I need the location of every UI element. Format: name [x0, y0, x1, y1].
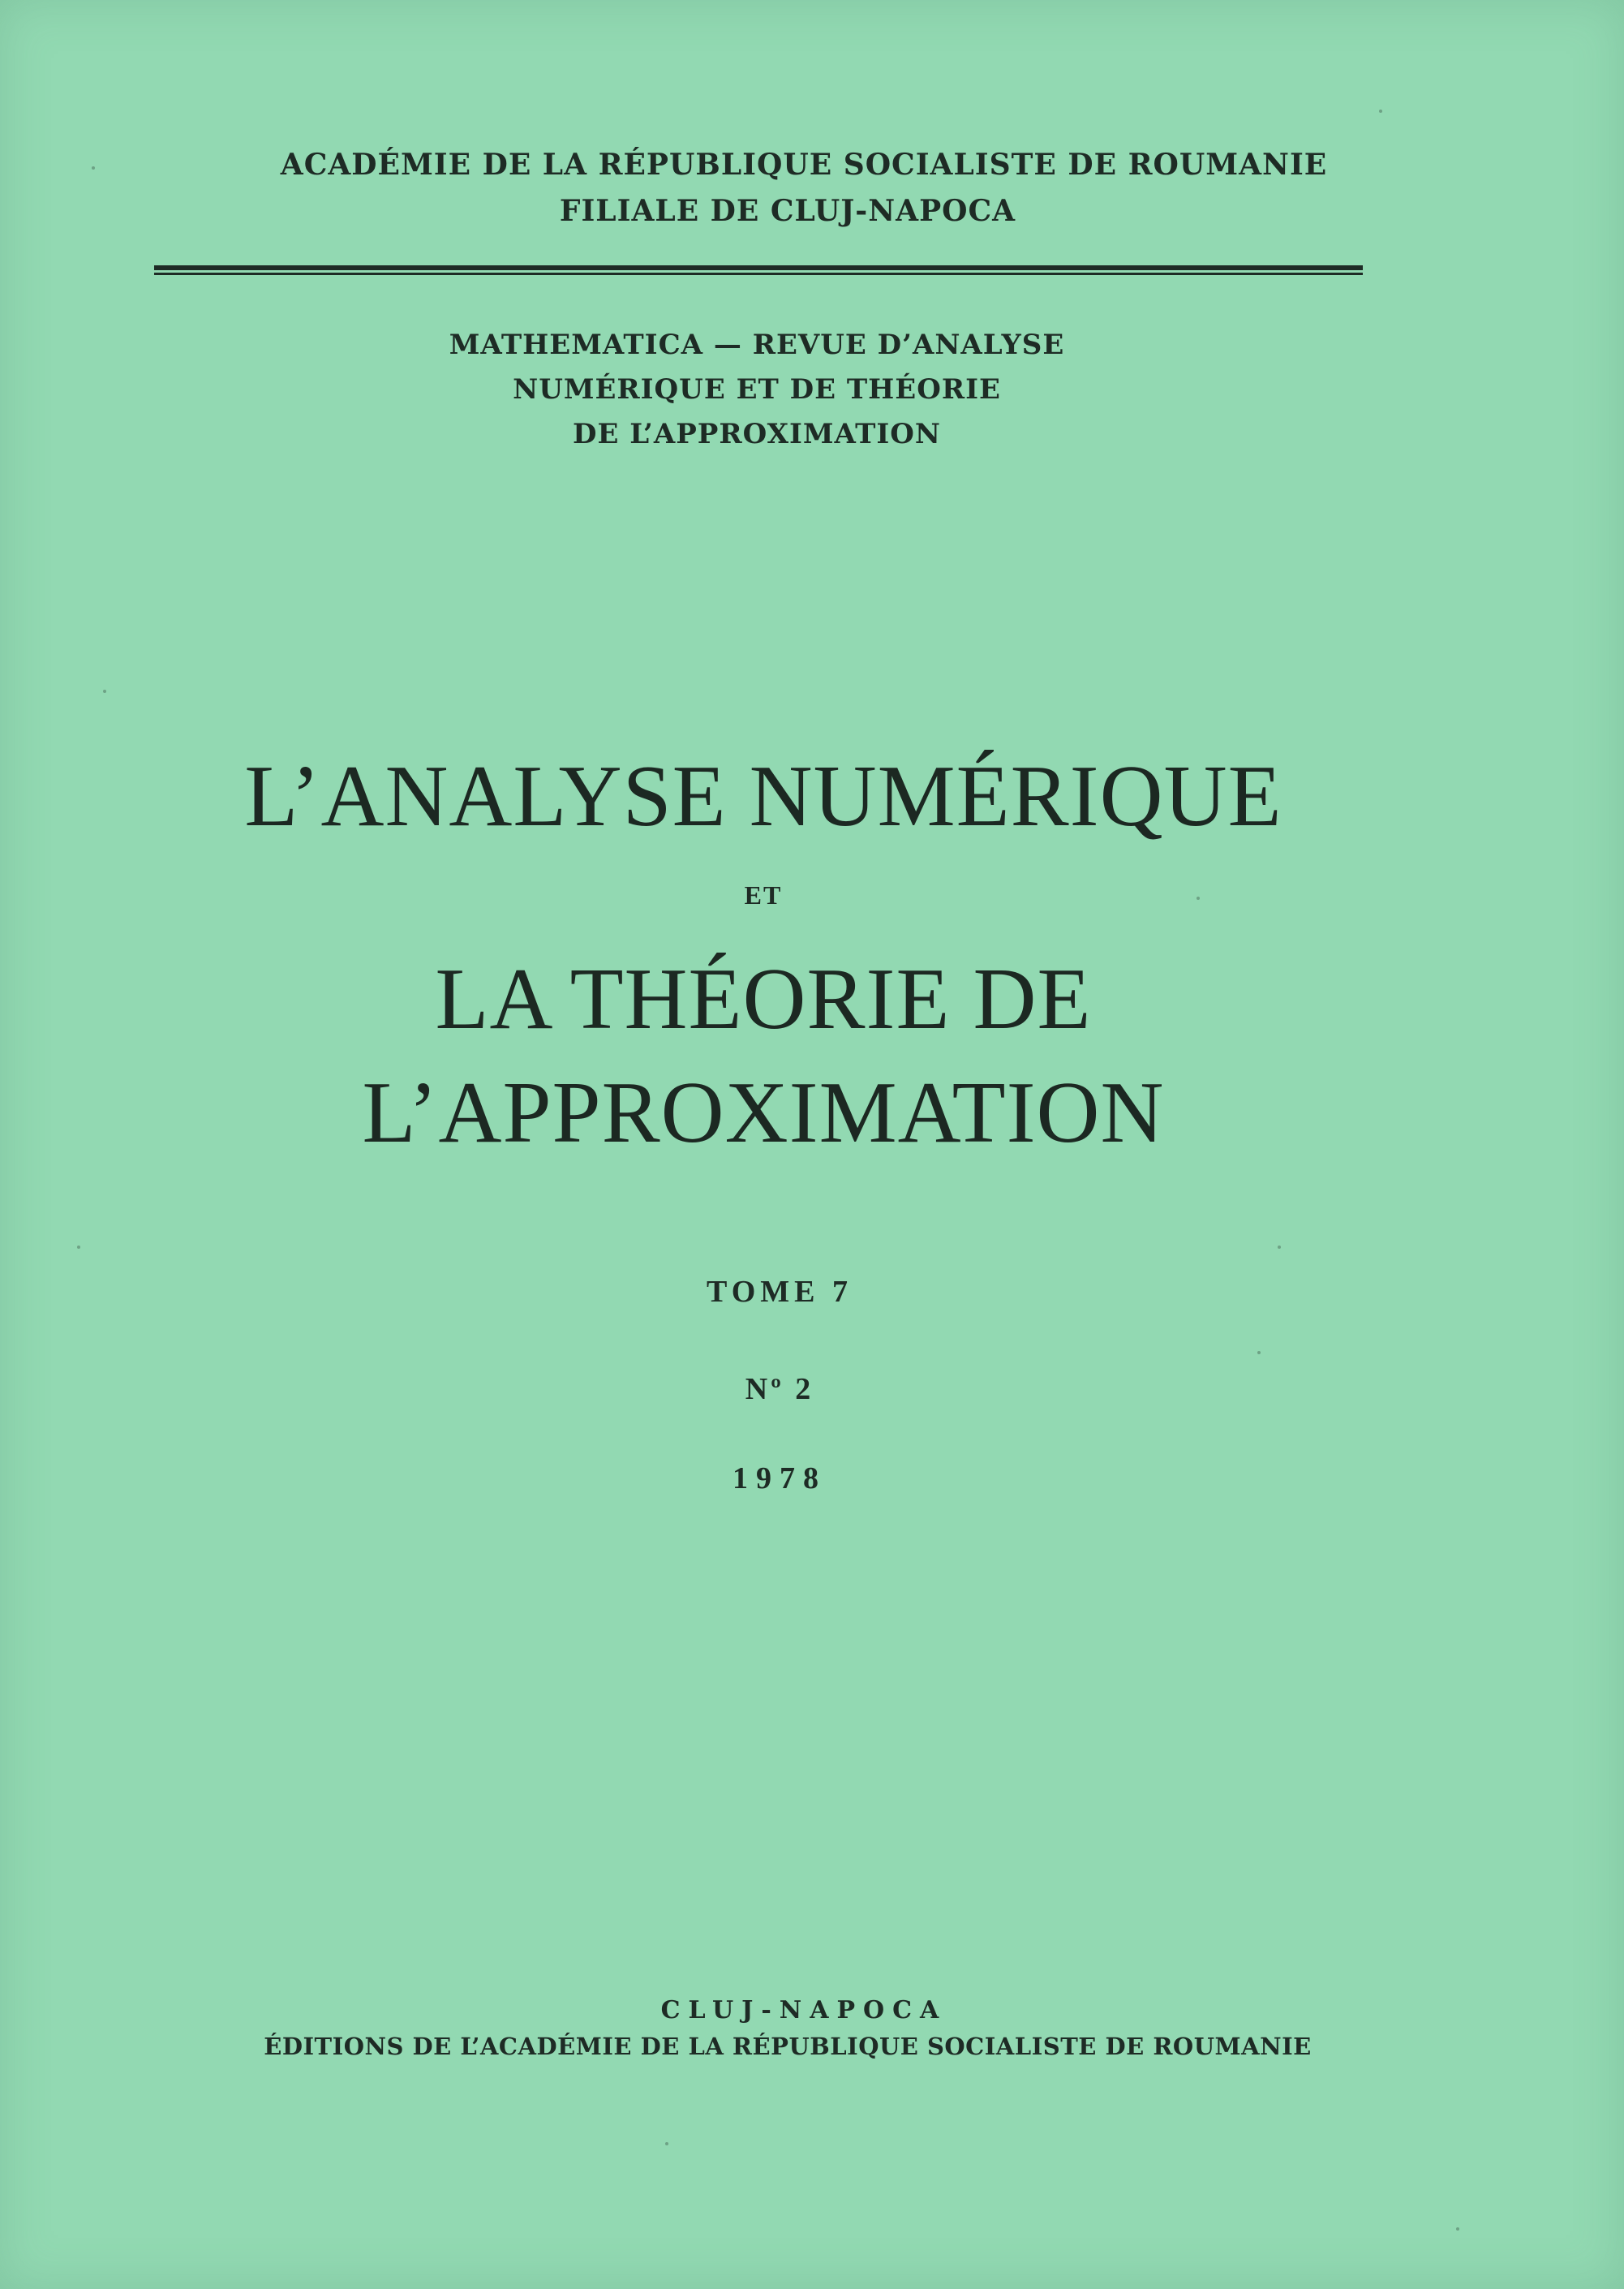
- paper-speck: [77, 1246, 80, 1249]
- paper-speck: [665, 2142, 668, 2145]
- paper-speck: [1278, 1246, 1281, 1249]
- paper-speck: [1379, 110, 1382, 113]
- paper-speck: [1197, 897, 1200, 900]
- series-title-line3: DE L’APPROXIMATION: [573, 418, 941, 450]
- series-title-line2: NUMÉRIQUE ET DE THÉORIE: [513, 373, 1001, 406]
- header-divider-thick: [154, 265, 1363, 270]
- paper-speck: [1456, 2227, 1459, 2231]
- header-divider-thin: [154, 273, 1363, 275]
- publication-year: 1978: [733, 1461, 827, 1495]
- main-title-line3: L’APPROXIMATION: [362, 1065, 1165, 1161]
- main-title-line1: L’ANALYSE NUMÉRIQUE: [244, 748, 1282, 845]
- main-title-connector: ET: [744, 880, 783, 910]
- paper-speck: [1257, 1351, 1261, 1354]
- series-title-line1: MATHEMATICA — REVUE D’ANALYSE: [449, 329, 1065, 361]
- publication-city: CLUJ-NAPOCA: [660, 1996, 947, 2024]
- academy-name: ACADÉMIE DE LA RÉPUBLIQUE SOCIALISTE DE ROUMANIE: [280, 148, 1328, 182]
- volume-number: TOME 7: [707, 1275, 853, 1309]
- branch-name: FILIALE DE CLUJ-NAPOCA: [559, 194, 1016, 228]
- issue-number: Nº 2: [745, 1372, 814, 1406]
- main-title-line2: LA THÉORIE DE: [435, 951, 1092, 1048]
- publisher-name: ÉDITIONS DE L’ACADÉMIE DE LA RÉPUBLIQUE SOCIALISTE DE ROUMANIE: [264, 2033, 1312, 2060]
- paper-speck: [103, 690, 106, 693]
- paper-speck: [92, 166, 95, 170]
